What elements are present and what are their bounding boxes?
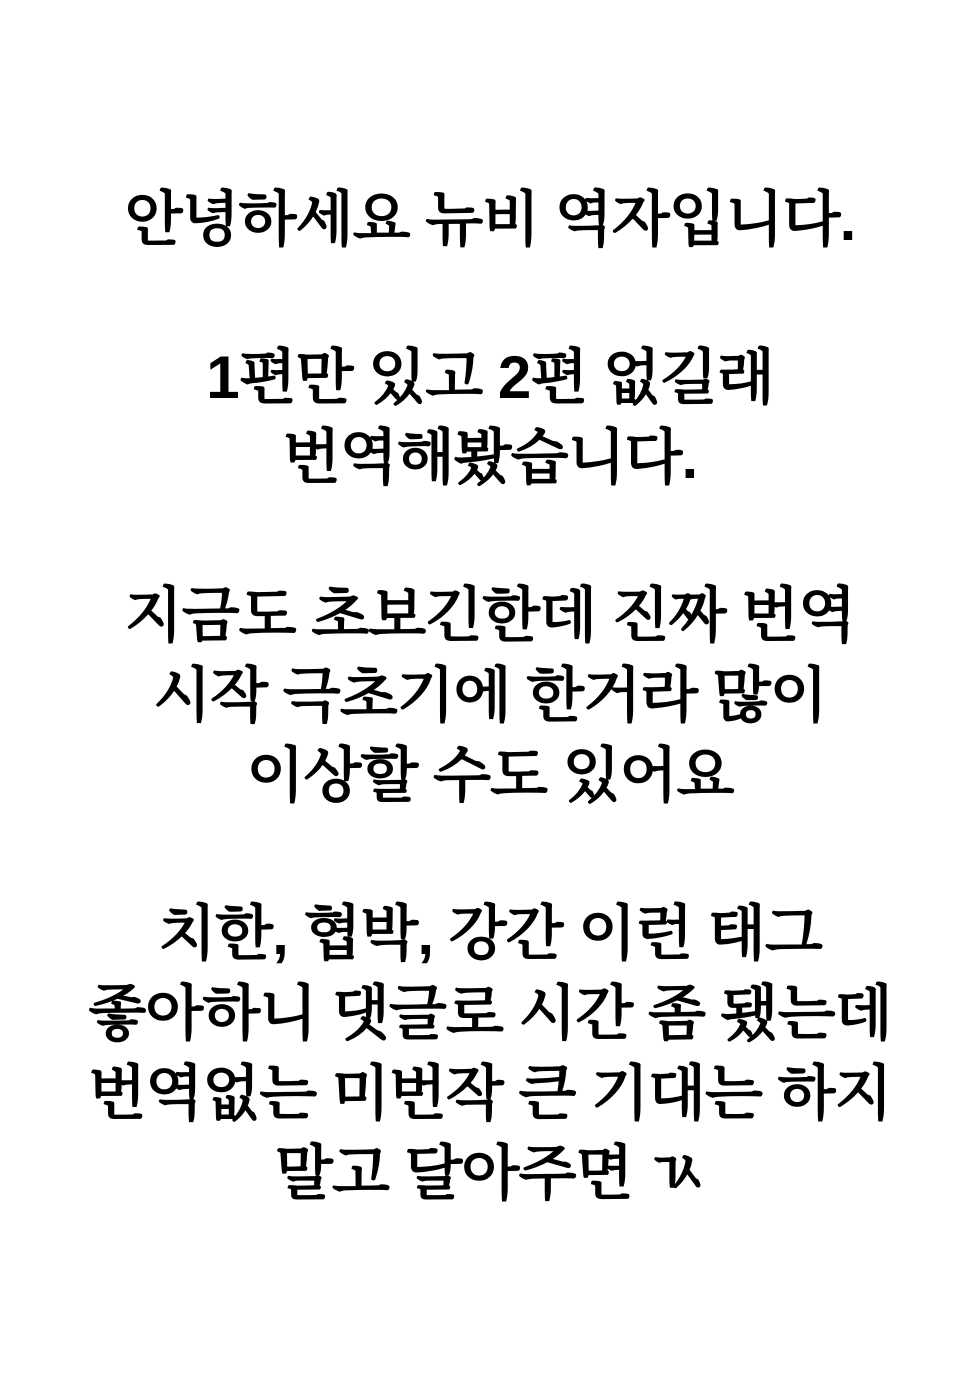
notice-paragraph-request — [0, 894, 980, 1214]
notice-text-line: 안녕하세요 뉴비 역자입니다. — [124, 186, 856, 253]
notice-text-line: 1편만 있고 2편 없길래 — [206, 344, 774, 411]
notice-text-line: 번역해봤습니다. — [282, 424, 698, 491]
notice-text-line: 번역없는 미번작 큰 기대는 하지 — [88, 1060, 892, 1127]
notice-paragraph-reason — [0, 338, 980, 498]
notice-paragraph-greeting — [0, 180, 980, 260]
notice-text-line: 치한, 협박, 강간 이런 태그 — [158, 900, 822, 967]
notice-paragraph-disclaimer — [0, 576, 980, 816]
notice-text-line: 좋아하니 댓글로 시간 좀 됐는데 — [88, 980, 892, 1047]
notice-text-line: 시작 극초기에 한거라 많이 — [153, 662, 827, 729]
notice-text-line: 지금도 초보긴한데 진짜 번역 — [124, 582, 856, 649]
notice-text-line: 말고 달아주면 ㄳ — [274, 1140, 706, 1207]
notice-text-line: 이상할 수도 있어요 — [246, 742, 734, 809]
